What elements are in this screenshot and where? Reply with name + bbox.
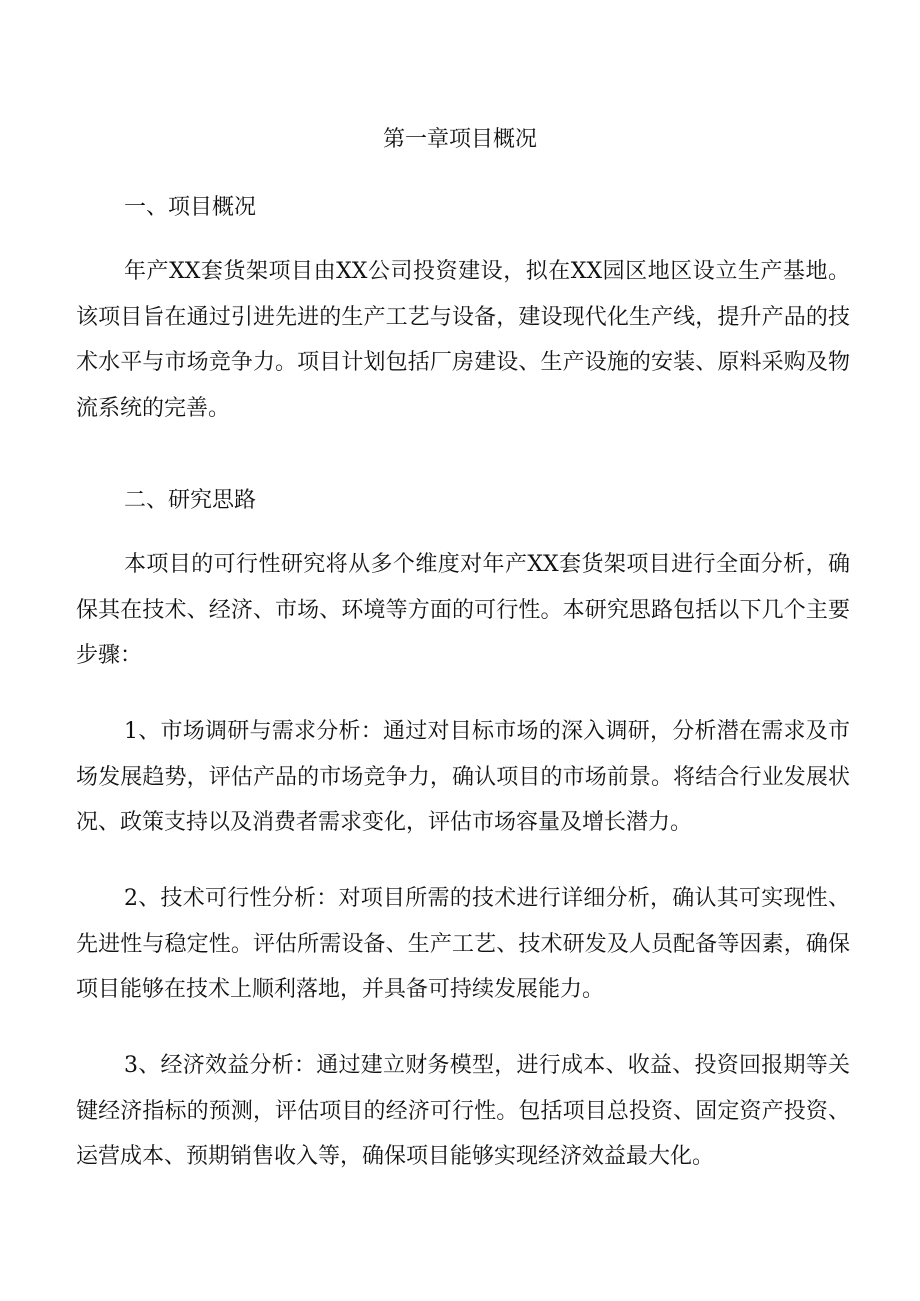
paragraph-project-overview: 年产XX套货架项目由XX公司投资建设，拟在XX园区地区设立生产基地。该项目旨在通过引进先进的生产工艺与设备，建设现代化生产线，提升产品的技术水平与市场竞争力。项目计划包括厂房建设、生产设施的安装、原料采购及物流系统的完善。 [76,259,850,421]
paragraph-economic-analysis: 3、经济效益分析：通过建立财务模型，进行成本、收益、投资回报期等关键经济指标的预测，评估项目的经济可行性。包括项目总投资、固定资产投资、运营成本、预期销售收入等，确保项目能够实现经济效益最大化。 [76,1053,850,1169]
section-heading-research-approach: 二、研究思路 [124,488,257,513]
paragraph-technical-feasibility: 2、技术可行性分析：对项目所需的技术进行详细分析，确认其可实现性、先进性与稳定性。评估所需设备、生产工艺、技术研发及人员配备等因素，确保项目能够在技术上顺利落地，并具备可持续发展能力。 [76,886,850,1002]
paragraph-market-analysis: 1、市场调研与需求分析：通过对目标市场的深入调研，分析潜在需求及市场发展趋势，评估产品的市场竞争力，确认项目的市场前景。将结合行业发展状况、政策支持以及消费者需求变化，评估市场容量及增长潜力。 [76,719,850,835]
paragraph-research-intro: 本项目的可行性研究将从多个维度对年产XX套货架项目进行全面分析，确保其在技术、经济、市场、环境等方面的可行性。本研究思路包括以下几个主要步骤： [76,552,850,668]
section-heading-overview: 一、项目概况 [124,195,257,220]
chapter-title: 第一章项目概况 [382,127,537,152]
